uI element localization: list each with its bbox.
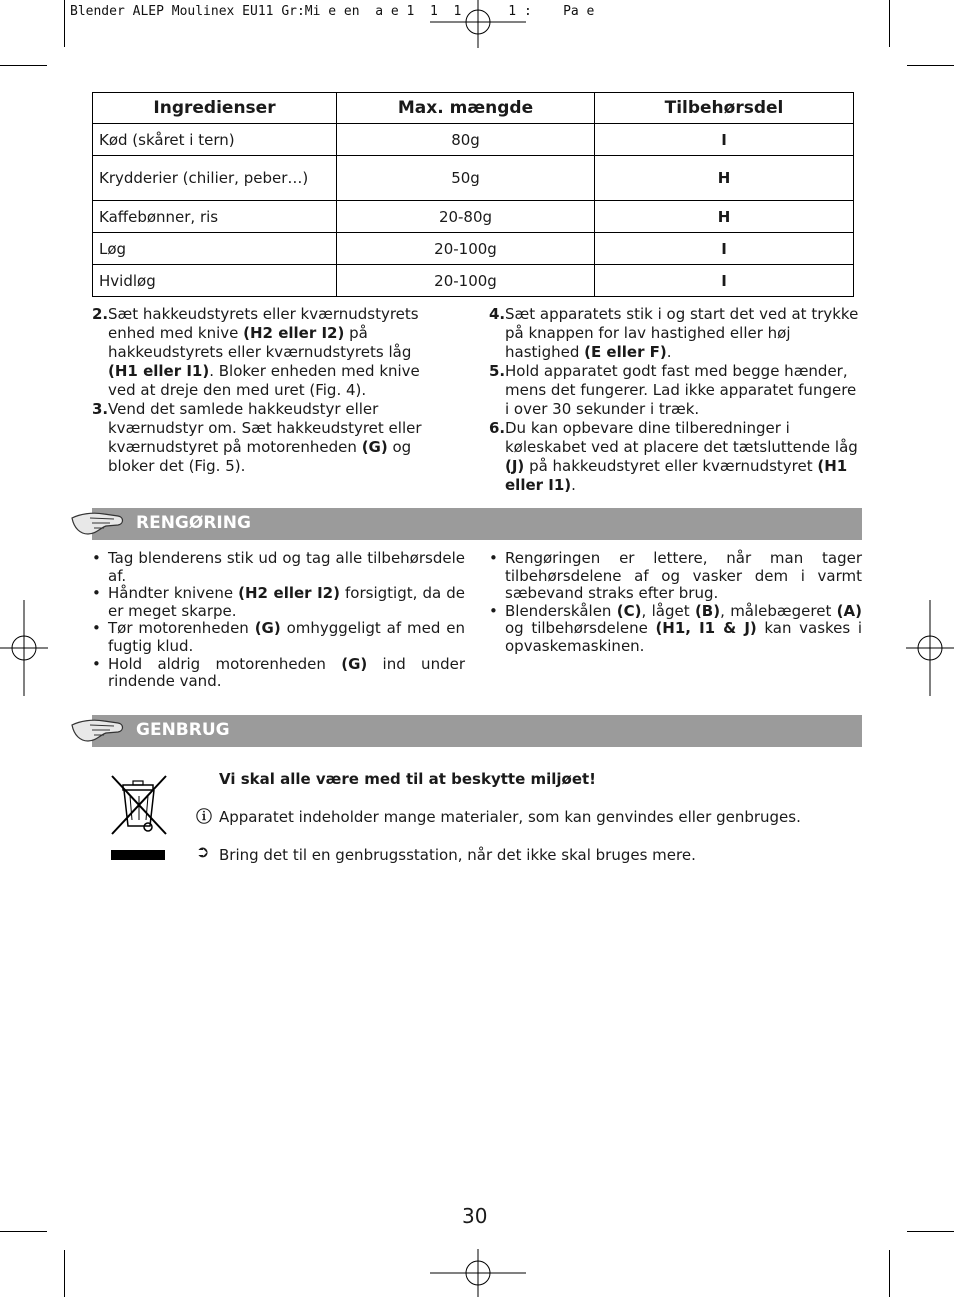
table-cell: H [595,156,854,201]
pointing-hand-icon [70,504,126,544]
ingredients-table [92,92,854,297]
table-cell: 80g [337,124,595,156]
table-cell: I [595,124,854,156]
page-number: 30 [462,1204,488,1228]
bullet-text: og tilbehørsdelene [505,619,656,638]
part-reference: (E eller F) [584,343,667,361]
step-item [489,305,864,362]
step-text: på hakkeudstyret eller kværnudstyret [524,457,818,475]
part-reference: (C) [616,601,642,620]
part-reference: (G) [361,438,388,456]
column-header: Max. mængde [337,93,595,124]
step-text: Sæt apparatets stik i og start det ved at trykke på knappen for lav hastighed eller høj hastighed [505,305,859,361]
registration-mark-bottom [430,1249,526,1297]
steps-left-column [92,305,442,476]
bullet-item [92,656,465,691]
part-reference: (H1, I1 & J) [655,619,757,638]
bullet-text: ind under rindende vand. [108,654,465,691]
table-header-row [93,93,854,124]
table-row [93,201,854,233]
step-text: Vend det samlede hakkeudstyr eller kværnudstyr om. Sæt hakkeudstyret eller kværnudstyret på motorenheden [108,400,422,456]
bullet-text: Tør motorenheden [108,619,255,638]
table-row [93,124,854,156]
crop-mark [889,0,890,47]
recycling-info-text: Apparatet indeholder mange materialer, som kan genvindes eller genbruges. [219,808,801,826]
bullet-dot: • [92,619,101,638]
bullet-dot: • [489,601,498,620]
arrow-icon: ➲ [196,842,210,861]
part-reference: (G) [254,619,281,638]
table-cell: I [595,233,854,265]
bullet-text: forsigtigt, da de er meget skarpe. [108,584,465,620]
table-cell: Løg [93,233,337,265]
registration-mark-right [906,600,954,696]
table-cell: Kød (skåret i tern) [93,124,337,156]
table-cell: 50g [337,156,595,201]
step-text: . [571,476,576,494]
part-reference: (H1 eller I1) [505,457,848,494]
section-title: GENBRUG [136,720,230,740]
bullet-text: Rengøringen er lettere, når man tager tilbehørsdelene af og vasker dem i varmt sæbevand straks efter brug. [505,549,862,603]
part-reference: (H2 eller I2) [238,584,340,603]
info-icon: ⓘ [196,807,213,826]
column-header: Ingredienser [93,93,337,124]
crop-mark [64,1250,65,1297]
step-number: 5. [489,362,506,380]
bullet-dot: • [92,549,101,567]
step-item [92,305,442,400]
crop-mark [0,1231,47,1232]
column-header: Tilbehørsdel [595,93,854,124]
cleaning-left-column [92,550,465,691]
section-bar-cleaning [92,508,862,540]
step-text: . [666,343,672,361]
step-text: . Bloker enheden med knive ved at dreje den med uret (Fig. 4). [108,362,420,399]
section-title: RENGØRING [136,513,251,533]
step-number: 3. [92,400,109,418]
bullet-item [92,585,465,620]
step-number: 2. [92,305,109,323]
table-cell: Kaffebønner, ris [93,201,337,233]
bullet-text: Håndter knivene [108,584,239,603]
crop-mark [64,0,65,47]
step-number: 6. [489,419,506,437]
step-text: på hakkeudstyrets eller kværnudstyrets låg [108,324,412,361]
registration-mark-left [0,600,48,696]
part-reference: (A) [836,601,862,620]
bullet-text: omhyggeligt af med en fugtig klud. [108,619,465,655]
steps-right-column [489,305,864,495]
pointing-hand-icon [70,711,126,751]
bullet-text: Blenderskålen [505,601,617,620]
crop-mark [0,65,47,66]
bullet-item [92,550,465,585]
bullet-text: Hold aldrig motorenheden [108,654,342,673]
part-reference: (G) [341,654,368,673]
section-bar-recycling [92,715,862,747]
step-number: 4. [489,305,506,323]
bullet-dot: • [489,549,498,567]
table-cell: 20-100g [337,265,595,297]
crop-mark [907,65,954,66]
bullet-text: , målebægeret [720,601,837,620]
bullet-item [92,620,465,655]
table-row [93,265,854,297]
step-text: Sæt hakkeudstyrets eller kværnudstyrets enhed med knive [108,305,419,342]
crop-mark [889,1250,890,1297]
part-reference: (H2 eller I2) [243,324,345,342]
table-cell: I [595,265,854,297]
bullet-item [489,550,862,603]
bullet-item [489,603,862,656]
print-slug: Blender ALEP Moulinex EU11 Gr:Mi e en a e 1 1 1 1 : Pa e [70,4,595,19]
bullet-dot: • [92,584,101,603]
crossed-bin-icon [108,772,170,864]
table-row [93,156,854,201]
table-cell: 20-100g [337,233,595,265]
table-cell: Hvidløg [93,265,337,297]
step-text: Hold apparatet godt fast med begge hænder, mens det fungerer. Lad ikke apparatet fungere i over 30 sekunder i træk. [505,362,857,418]
step-item [489,362,864,419]
bullet-text: Tag blenderens stik ud og tag alle tilbehørsdele af. [108,549,465,585]
table-cell: H [595,201,854,233]
recycling-arrow-text: Bring det til en genbrugsstation, når det ikke skal bruges mere. [219,846,696,864]
step-text: og bloker det (Fig. 5). [108,438,412,475]
recycling-heading: Vi skal alle være med til at beskytte miljøet! [219,770,597,788]
step-item [489,419,864,495]
bullet-text: kan vaskes i opvaskemaskinen. [505,619,862,655]
registration-mark-top [430,0,526,48]
crop-mark [907,1231,954,1232]
step-text: Du kan opbevare dine tilberedninger i køleskabet ved at placere det tætsluttende låg [505,419,858,456]
table-cell: Krydderier (chilier, peber…) [93,156,337,201]
bullet-dot: • [92,654,101,673]
part-reference: (H1 eller I1) [108,362,210,380]
table-row [93,233,854,265]
step-item [92,400,442,476]
part-reference: (B) [694,601,721,620]
cleaning-right-column [489,550,862,656]
bullet-text: , låget [641,601,695,620]
part-reference: (J) [505,457,525,475]
table-cell: 20-80g [337,201,595,233]
